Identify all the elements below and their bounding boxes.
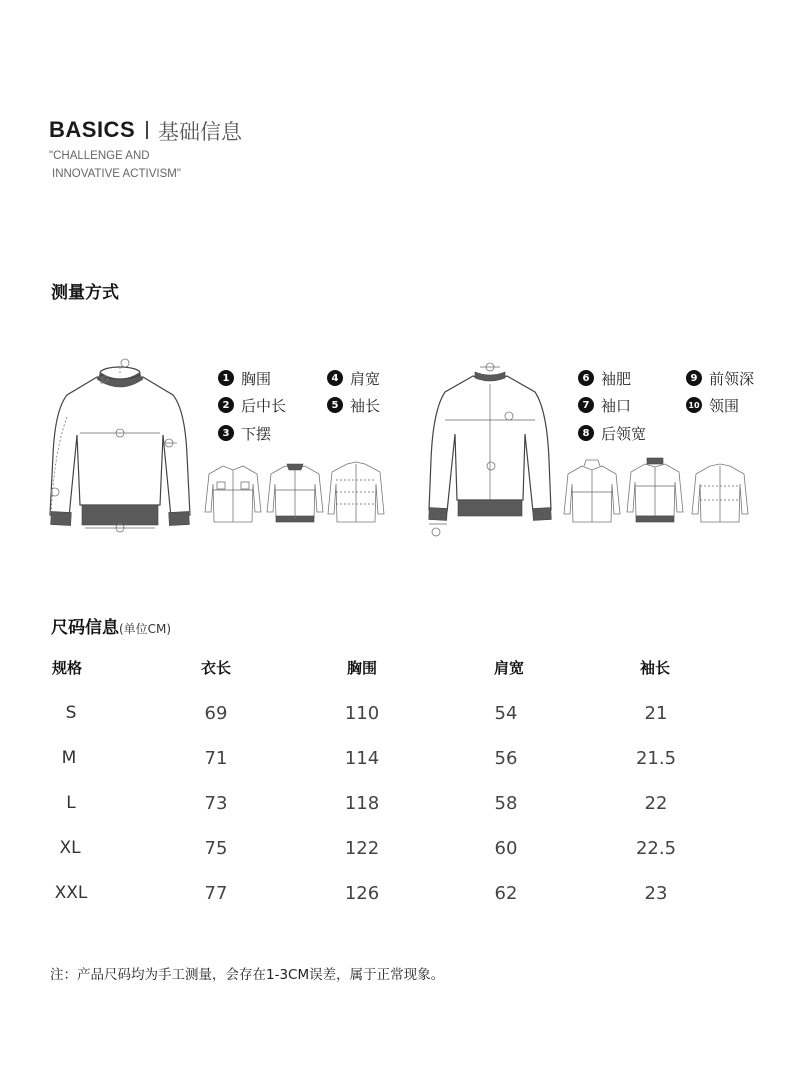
table-row xyxy=(0,793,790,817)
padded-jacket-diagram xyxy=(690,458,750,533)
number-7-icon: 7 xyxy=(578,397,594,413)
column-header-size: 规格 xyxy=(52,659,83,677)
size-cell: XL xyxy=(59,838,81,858)
sleeve-cell: 23 xyxy=(644,883,668,904)
size-title-text: 尺码信息 xyxy=(51,618,119,638)
length-cell: 73 xyxy=(204,793,228,814)
number-2-icon: 2 xyxy=(218,397,234,413)
size-cell: S xyxy=(65,703,77,723)
legend-label: 领围 xyxy=(709,396,740,415)
legend-label: 袖肥 xyxy=(601,369,632,388)
legend-label: 袖口 xyxy=(601,396,632,415)
sweatshirt-back-diagram xyxy=(425,360,555,540)
length-cell: 77 xyxy=(204,883,228,904)
legend-item-sleeve-width xyxy=(578,368,678,388)
brand-divider xyxy=(146,121,148,139)
table-row xyxy=(0,838,790,862)
zip-jacket-diagram xyxy=(265,460,325,535)
size-cell: XXL xyxy=(54,883,88,903)
legend-item-back-length xyxy=(218,395,318,415)
sweatshirt-front-diagram xyxy=(45,355,195,540)
hooded-jacket-diagram xyxy=(562,458,622,533)
brand-subtitle: 基础信息 xyxy=(158,120,242,144)
table-row xyxy=(0,883,790,907)
slogan-line-2: INNOVATIVE ACTIVISM" xyxy=(52,168,181,180)
column-header-shoulder: 肩宽 xyxy=(493,659,524,677)
shoulder-cell: 58 xyxy=(494,793,518,814)
legend-label: 后中长 xyxy=(241,396,287,415)
chest-cell: 126 xyxy=(344,883,380,904)
number-10-icon: 10 xyxy=(686,397,702,413)
legend-item-front-neck-depth xyxy=(686,368,786,388)
size-cell: L xyxy=(66,793,76,813)
length-cell: 75 xyxy=(204,838,228,859)
column-header-length: 衣长 xyxy=(200,659,231,677)
legend-label: 肩宽 xyxy=(350,369,381,388)
chest-cell: 110 xyxy=(344,703,380,724)
measure-section-title: 测量方式 xyxy=(51,283,119,303)
column-header-chest: 胸围 xyxy=(346,659,377,677)
shoulder-cell: 54 xyxy=(494,703,518,724)
sleeve-cell: 22 xyxy=(644,793,668,814)
shoulder-cell: 56 xyxy=(494,748,518,769)
chest-cell: 114 xyxy=(344,748,380,769)
legend-label: 胸围 xyxy=(241,369,272,388)
chest-cell: 122 xyxy=(344,838,380,859)
number-5-icon: 5 xyxy=(327,397,343,413)
number-4-icon: 4 xyxy=(327,370,343,386)
size-section-title xyxy=(51,613,171,638)
legend-label: 下摆 xyxy=(241,424,272,443)
legend-item-shoulder xyxy=(327,368,427,388)
number-1-icon: 1 xyxy=(218,370,234,386)
legend-item-neck-circumference xyxy=(686,395,786,415)
legend-label: 袖长 xyxy=(350,396,381,415)
shoulder-cell: 62 xyxy=(494,883,518,904)
number-6-icon: 6 xyxy=(578,370,594,386)
shirt-diagram xyxy=(203,460,263,535)
legend-item-cuff xyxy=(578,395,678,415)
number-9-icon: 9 xyxy=(686,370,702,386)
table-row xyxy=(0,748,790,772)
sleeve-cell: 21 xyxy=(644,703,668,724)
puffer-jacket-diagram xyxy=(325,458,387,535)
slogan-line-1: "CHALLENGE AND xyxy=(49,150,150,162)
legend-item-chest xyxy=(218,368,318,388)
chest-cell: 118 xyxy=(344,793,380,814)
size-cell: M xyxy=(61,748,77,768)
brand-logo: BASICS xyxy=(49,117,136,142)
shoulder-cell: 60 xyxy=(494,838,518,859)
number-8-icon: 8 xyxy=(578,425,594,441)
column-header-sleeve: 袖长 xyxy=(639,659,670,677)
size-unit: (单位CM) xyxy=(119,622,172,636)
sleeve-cell: 22.5 xyxy=(635,838,677,859)
legend-item-sleeve-length xyxy=(327,395,427,415)
measurement-note: 注：产品尺码均为手工测量，会存在1-3CM误差，属于正常现象。 xyxy=(50,967,445,983)
number-3-icon: 3 xyxy=(218,425,234,441)
legend-item-hem xyxy=(218,423,318,443)
bomber-jacket-diagram xyxy=(625,456,685,533)
table-row xyxy=(0,703,790,727)
sleeve-cell: 21.5 xyxy=(635,748,677,769)
legend-item-back-neck-width xyxy=(578,423,678,443)
length-cell: 71 xyxy=(204,748,228,769)
legend-label: 后领宽 xyxy=(601,424,647,443)
legend-label: 前领深 xyxy=(709,369,755,388)
length-cell: 69 xyxy=(204,703,228,724)
